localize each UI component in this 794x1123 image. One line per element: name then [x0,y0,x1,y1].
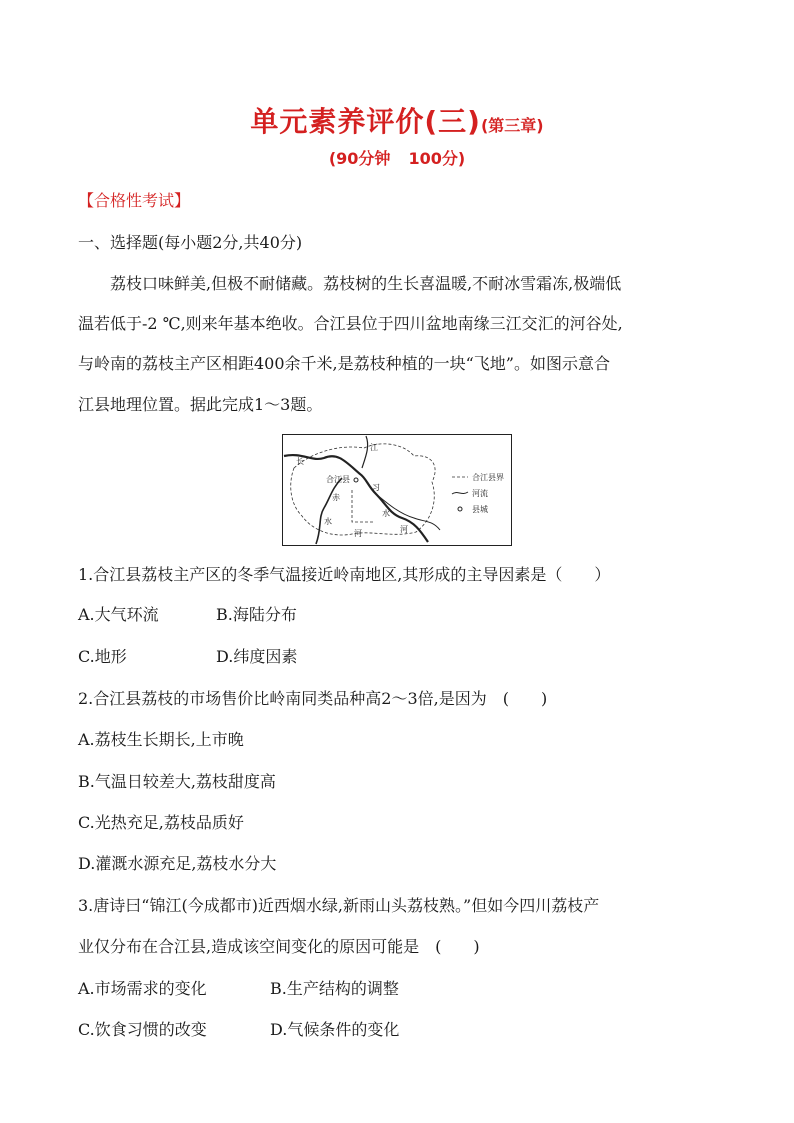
question-2-option-c: C.光热充足,荔枝品质好 [78,813,244,832]
question-2-option-a: A.荔枝生长期长,上市晚 [78,730,244,749]
question-2-option-d: D.灌溉水源充足,荔枝水分大 [78,854,277,873]
legend-boundary: 合江县界 [472,473,504,482]
map-label: 习 [372,483,380,492]
question-2-stem: 2.合江县荔枝的市场售价比岭南同类品种高2～3倍,是因为 ( ) [78,689,548,708]
question-3-option-d: D.气候条件的变化 [270,1020,400,1039]
map-label: 水 [382,509,390,518]
map-label: 河 [400,525,408,534]
map-label-county: 合江县 [326,475,350,484]
legend-county-symbol [458,507,462,511]
question-1-stem: 1.合江县荔枝主产区的冬季气温接近岭南地区,其形成的主导因素是（ ） [78,565,611,584]
page-title: 单元素养评价(三) [250,105,481,138]
question-1-option-c: C.地形 [78,647,127,666]
total-score: 100分) [408,149,466,168]
map-label: 江 [370,443,378,452]
question-2-option-b: B.气温日较差大,荔枝甜度高 [78,772,276,791]
time-score-line [0,146,794,169]
legend-river: 河流 [472,489,488,498]
map-label: 赤 [332,493,340,502]
question-3-option-c: C.饮食习惯的改变 [78,1020,207,1039]
section-tag: 【合格性考试】 [78,191,191,210]
map-label: 长 [296,457,304,466]
question-3-stem: 3.唐诗曰“锦江(今成都市)近西烟水绿,新雨山头荔枝熟。”但如今四川荔枝产 [78,896,600,915]
part-title: 一、选择题(每小题2分,共40分) [78,233,303,252]
question-1-option-b: B.海陆分布 [216,605,297,624]
map-figure [282,434,512,546]
question-3-option-b: B.生产结构的调整 [270,979,399,998]
county-seat-marker [354,478,358,482]
map-label: 河 [354,529,362,538]
question-3-option-a: A.市场需求的变化 [78,979,207,998]
passage-line: 与岭南的荔枝主产区相距400余千米,是荔枝种植的一块“飞地”。如图示意合 [78,354,610,373]
passage-line: 荔枝口味鲜美,但极不耐储藏。荔枝树的生长喜温暖,不耐冰雪霜冻,极端低 [110,274,622,293]
map-label: 水 [324,517,332,526]
passage-line: 温若低于-2 ℃,则来年基本绝收。合江县位于四川盆地南缘三江交汇的河谷处, [78,314,623,333]
question-3-stem: 业仅分布在合江县,造成该空间变化的原因可能是 ( ) [78,937,480,956]
legend-county: 县城 [472,505,488,514]
question-1-option-d: D.纬度因素 [216,647,298,666]
hejiang-location-map [282,434,512,546]
question-1-option-a: A.大气环流 [78,605,159,624]
chapter-subtitle: (第三章) [480,116,544,135]
title-block [0,100,794,140]
passage-line: 江县地理位置。据此完成1～3题。 [78,395,323,414]
time-limit: (90分钟 [328,149,391,168]
